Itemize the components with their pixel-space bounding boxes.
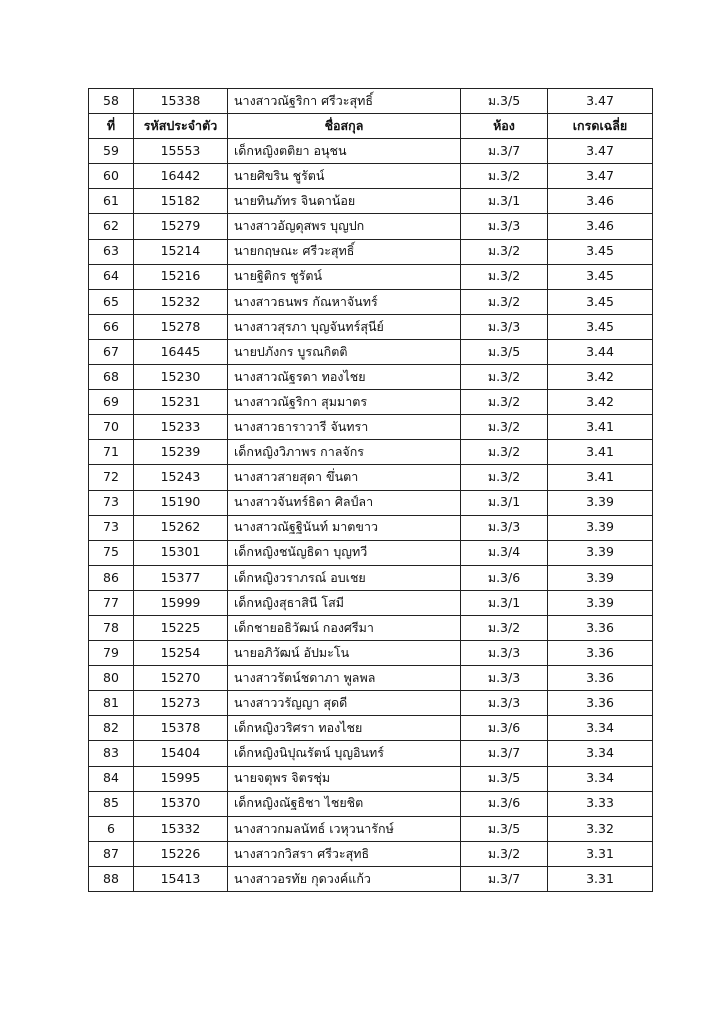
- cell-student-id: 15413: [134, 866, 228, 891]
- cell-student-id: 15231: [134, 390, 228, 415]
- cell-student-id: 15378: [134, 716, 228, 741]
- table-row: [89, 264, 653, 289]
- cell-room: ม.3/2: [461, 841, 548, 866]
- cell-name: นางสาวกวิสรา ศรีวะสุทธิ: [228, 841, 461, 866]
- cell-room: ม.3/5: [461, 339, 548, 364]
- cell-name: นางสาววรัญญา สุดดี: [228, 691, 461, 716]
- table-row: [89, 641, 653, 666]
- cell-name: นางสาวสุรภา บุญจันทร์สุนีย์: [228, 314, 461, 339]
- cell-student-id: 15230: [134, 365, 228, 390]
- cell-student-id: 15270: [134, 666, 228, 691]
- cell-room: ม.3/7: [461, 139, 548, 164]
- cell-name: เด็กหญิงวิภาพร กาลจักร: [228, 440, 461, 465]
- cell-room: ม.3/3: [461, 314, 548, 339]
- table-row: [89, 139, 653, 164]
- cell-student-id: 15279: [134, 214, 228, 239]
- cell-name: นางสาวจันทร์ธิดา ศิลป์ลา: [228, 490, 461, 515]
- cell-number: 73: [89, 490, 134, 515]
- cell-name: นางสาวรัตน์ชดาภา พูลพล: [228, 666, 461, 691]
- cell-number: 79: [89, 641, 134, 666]
- table-row: [89, 365, 653, 390]
- cell-room: ม.3/7: [461, 866, 548, 891]
- cell-room: ม.3/3: [461, 214, 548, 239]
- cell-gpa: 3.36: [548, 666, 653, 691]
- cell-name: เด็กหญิงนิปุณรัตน์ บุญอินทร์: [228, 741, 461, 766]
- cell-gpa: 3.41: [548, 440, 653, 465]
- cell-room: ม.3/6: [461, 791, 548, 816]
- table-header-row: [89, 114, 653, 139]
- cell-number: 61: [89, 189, 134, 214]
- cell-gpa: 3.45: [548, 289, 653, 314]
- cell-gpa: 3.42: [548, 365, 653, 390]
- cell-room: ม.3/2: [461, 415, 548, 440]
- cell-name: นางสาวณัฐรดา ทองไชย: [228, 365, 461, 390]
- cell-number: 65: [89, 289, 134, 314]
- table-row: [89, 766, 653, 791]
- table-row: [89, 214, 653, 239]
- header-name: ชื่อสกุล: [228, 114, 461, 139]
- cell-gpa: 3.31: [548, 841, 653, 866]
- cell-student-id: 15232: [134, 289, 228, 314]
- cell-student-id: 15233: [134, 415, 228, 440]
- cell-gpa: 3.41: [548, 465, 653, 490]
- cell-student-id: 15553: [134, 139, 228, 164]
- table-row: [89, 866, 653, 891]
- student-grade-table: [88, 88, 653, 892]
- cell-room: ม.3/5: [461, 766, 548, 791]
- cell-number: 67: [89, 339, 134, 364]
- cell-gpa: 3.34: [548, 766, 653, 791]
- cell-student-id: 15995: [134, 766, 228, 791]
- table-row: [89, 565, 653, 590]
- cell-name: เด็กหญิงณัฐธิชา ไชยชิต: [228, 791, 461, 816]
- cell-gpa: 3.47: [548, 164, 653, 189]
- table-row: [89, 314, 653, 339]
- cell-name: เด็กหญิงสุธาสินี โสมี: [228, 590, 461, 615]
- table-row: [89, 791, 653, 816]
- cell-name: นางสาวณัฐฐินันท์ มาตขาว: [228, 515, 461, 540]
- cell-name: เด็กหญิงวริศรา ทองไชย: [228, 716, 461, 741]
- cell-room: ม.3/2: [461, 365, 548, 390]
- cell-student-id: 15239: [134, 440, 228, 465]
- cell-number: 78: [89, 615, 134, 640]
- cell-student-id: 15278: [134, 314, 228, 339]
- table-row: [89, 239, 653, 264]
- cell-number: 88: [89, 866, 134, 891]
- cell-room: ม.3/2: [461, 390, 548, 415]
- table-row: [89, 289, 653, 314]
- table-row: [89, 465, 653, 490]
- cell-gpa: 3.39: [548, 590, 653, 615]
- cell-room: ม.3/1: [461, 490, 548, 515]
- table-row: [89, 540, 653, 565]
- cell-number: 63: [89, 239, 134, 264]
- cell-room: ม.3/4: [461, 540, 548, 565]
- cell-name: นางสาวสายสุดา ขึ่นตา: [228, 465, 461, 490]
- cell-student-id: 15301: [134, 540, 228, 565]
- cell-name: นางสาวธนพร กัณหาจันทร์: [228, 289, 461, 314]
- cell-number: 81: [89, 691, 134, 716]
- cell-name: นางสาวธาราวารี จันทรา: [228, 415, 461, 440]
- cell-room: ม.3/2: [461, 239, 548, 264]
- cell-number: 59: [89, 139, 134, 164]
- cell-number: 84: [89, 766, 134, 791]
- cell-name: นายปภังกร บูรณกิตติ: [228, 339, 461, 364]
- cell-gpa: 3.33: [548, 791, 653, 816]
- table-row: [89, 515, 653, 540]
- table-row: [89, 390, 653, 415]
- cell-number: 75: [89, 540, 134, 565]
- table-row: [89, 590, 653, 615]
- cell-room: ม.3/2: [461, 440, 548, 465]
- cell-name: นางสาวณัฐริกา ศรีวะสุทธิ์: [228, 89, 461, 114]
- table-row: [89, 339, 653, 364]
- cell-room: ม.3/2: [461, 164, 548, 189]
- cell-number: 68: [89, 365, 134, 390]
- cell-room: ม.3/3: [461, 515, 548, 540]
- cell-name: เด็กชายอธิวัฒน์ กองศรีมา: [228, 615, 461, 640]
- table-row: [89, 89, 653, 114]
- cell-room: ม.3/5: [461, 89, 548, 114]
- table-row: [89, 164, 653, 189]
- cell-gpa: 3.34: [548, 741, 653, 766]
- cell-room: ม.3/1: [461, 590, 548, 615]
- cell-student-id: 15338: [134, 89, 228, 114]
- cell-gpa: 3.39: [548, 515, 653, 540]
- cell-number: 60: [89, 164, 134, 189]
- table-row: [89, 666, 653, 691]
- cell-room: ม.3/3: [461, 666, 548, 691]
- cell-number: 85: [89, 791, 134, 816]
- cell-student-id: 15254: [134, 641, 228, 666]
- cell-student-id: 15273: [134, 691, 228, 716]
- cell-number: 62: [89, 214, 134, 239]
- cell-number: 6: [89, 816, 134, 841]
- cell-room: ม.3/3: [461, 641, 548, 666]
- cell-gpa: 3.46: [548, 214, 653, 239]
- cell-gpa: 3.32: [548, 816, 653, 841]
- table-row: [89, 415, 653, 440]
- cell-number: 87: [89, 841, 134, 866]
- cell-number: 77: [89, 590, 134, 615]
- cell-gpa: 3.39: [548, 565, 653, 590]
- table-row: [89, 841, 653, 866]
- cell-gpa: 3.45: [548, 314, 653, 339]
- cell-student-id: 15243: [134, 465, 228, 490]
- table-row: [89, 716, 653, 741]
- cell-room: ม.3/6: [461, 565, 548, 590]
- cell-room: ม.3/2: [461, 289, 548, 314]
- cell-student-id: 15190: [134, 490, 228, 515]
- cell-name: นายกฤษณะ ศรีวะสุทธิ์: [228, 239, 461, 264]
- cell-room: ม.3/2: [461, 264, 548, 289]
- cell-number: 86: [89, 565, 134, 590]
- cell-name: เด็กหญิงวราภรณ์ อบเชย: [228, 565, 461, 590]
- cell-gpa: 3.45: [548, 264, 653, 289]
- header-gpa: เกรดเฉลี่ย: [548, 114, 653, 139]
- cell-room: ม.3/6: [461, 716, 548, 741]
- cell-name: นายอภิวัฒน์ อัปมะโน: [228, 641, 461, 666]
- cell-gpa: 3.47: [548, 89, 653, 114]
- cell-student-id: 15999: [134, 590, 228, 615]
- cell-student-id: 15182: [134, 189, 228, 214]
- cell-number: 58: [89, 89, 134, 114]
- cell-gpa: 3.34: [548, 716, 653, 741]
- cell-gpa: 3.36: [548, 615, 653, 640]
- table-row: [89, 615, 653, 640]
- cell-number: 71: [89, 440, 134, 465]
- table-row: [89, 440, 653, 465]
- cell-name: นางสาวณัฐริกา สุมมาตร: [228, 390, 461, 415]
- cell-gpa: 3.39: [548, 540, 653, 565]
- cell-name: นายฐิติกร ชูรัตน์: [228, 264, 461, 289]
- table-row: [89, 816, 653, 841]
- cell-student-id: 16445: [134, 339, 228, 364]
- cell-number: 82: [89, 716, 134, 741]
- cell-student-id: 15370: [134, 791, 228, 816]
- cell-name: นายทินภัทร จินดาน้อย: [228, 189, 461, 214]
- cell-student-id: 15332: [134, 816, 228, 841]
- cell-name: นายศิขริน ชูรัตน์: [228, 164, 461, 189]
- cell-name: นางสาวอรทัย กุดวงค์แก้ว: [228, 866, 461, 891]
- cell-gpa: 3.39: [548, 490, 653, 515]
- cell-student-id: 15216: [134, 264, 228, 289]
- table-row: [89, 691, 653, 716]
- cell-name: เด็กหญิงชนัญธิดา บุญทวี: [228, 540, 461, 565]
- cell-name: นางสาวกมลนัทธ์ เวหุวนารักษ์: [228, 816, 461, 841]
- cell-student-id: 15377: [134, 565, 228, 590]
- cell-gpa: 3.44: [548, 339, 653, 364]
- cell-name: นางสาวอัญดุสพร บุญปก: [228, 214, 461, 239]
- cell-number: 70: [89, 415, 134, 440]
- table-row: [89, 490, 653, 515]
- header-number: ที่: [89, 114, 134, 139]
- cell-gpa: 3.31: [548, 866, 653, 891]
- cell-room: ม.3/2: [461, 465, 548, 490]
- cell-room: ม.3/7: [461, 741, 548, 766]
- cell-gpa: 3.41: [548, 415, 653, 440]
- table-body: [89, 89, 653, 892]
- header-student-id: รหัสประจำตัว: [134, 114, 228, 139]
- cell-gpa: 3.46: [548, 189, 653, 214]
- cell-room: ม.3/1: [461, 189, 548, 214]
- header-room: ห้อง: [461, 114, 548, 139]
- cell-student-id: 15226: [134, 841, 228, 866]
- cell-number: 69: [89, 390, 134, 415]
- cell-number: 80: [89, 666, 134, 691]
- cell-gpa: 3.36: [548, 641, 653, 666]
- cell-student-id: 15404: [134, 741, 228, 766]
- cell-gpa: 3.47: [548, 139, 653, 164]
- cell-room: ม.3/2: [461, 615, 548, 640]
- table-row: [89, 189, 653, 214]
- cell-student-id: 16442: [134, 164, 228, 189]
- cell-number: 64: [89, 264, 134, 289]
- cell-student-id: 15262: [134, 515, 228, 540]
- cell-room: ม.3/3: [461, 691, 548, 716]
- cell-number: 72: [89, 465, 134, 490]
- cell-number: 73: [89, 515, 134, 540]
- cell-gpa: 3.36: [548, 691, 653, 716]
- cell-number: 83: [89, 741, 134, 766]
- cell-gpa: 3.42: [548, 390, 653, 415]
- cell-number: 66: [89, 314, 134, 339]
- cell-name: นายจตุพร จิตรชุ่ม: [228, 766, 461, 791]
- table-row: [89, 741, 653, 766]
- cell-student-id: 15225: [134, 615, 228, 640]
- cell-name: เด็กหญิงตติยา อนุชน: [228, 139, 461, 164]
- cell-student-id: 15214: [134, 239, 228, 264]
- cell-gpa: 3.45: [548, 239, 653, 264]
- cell-room: ม.3/5: [461, 816, 548, 841]
